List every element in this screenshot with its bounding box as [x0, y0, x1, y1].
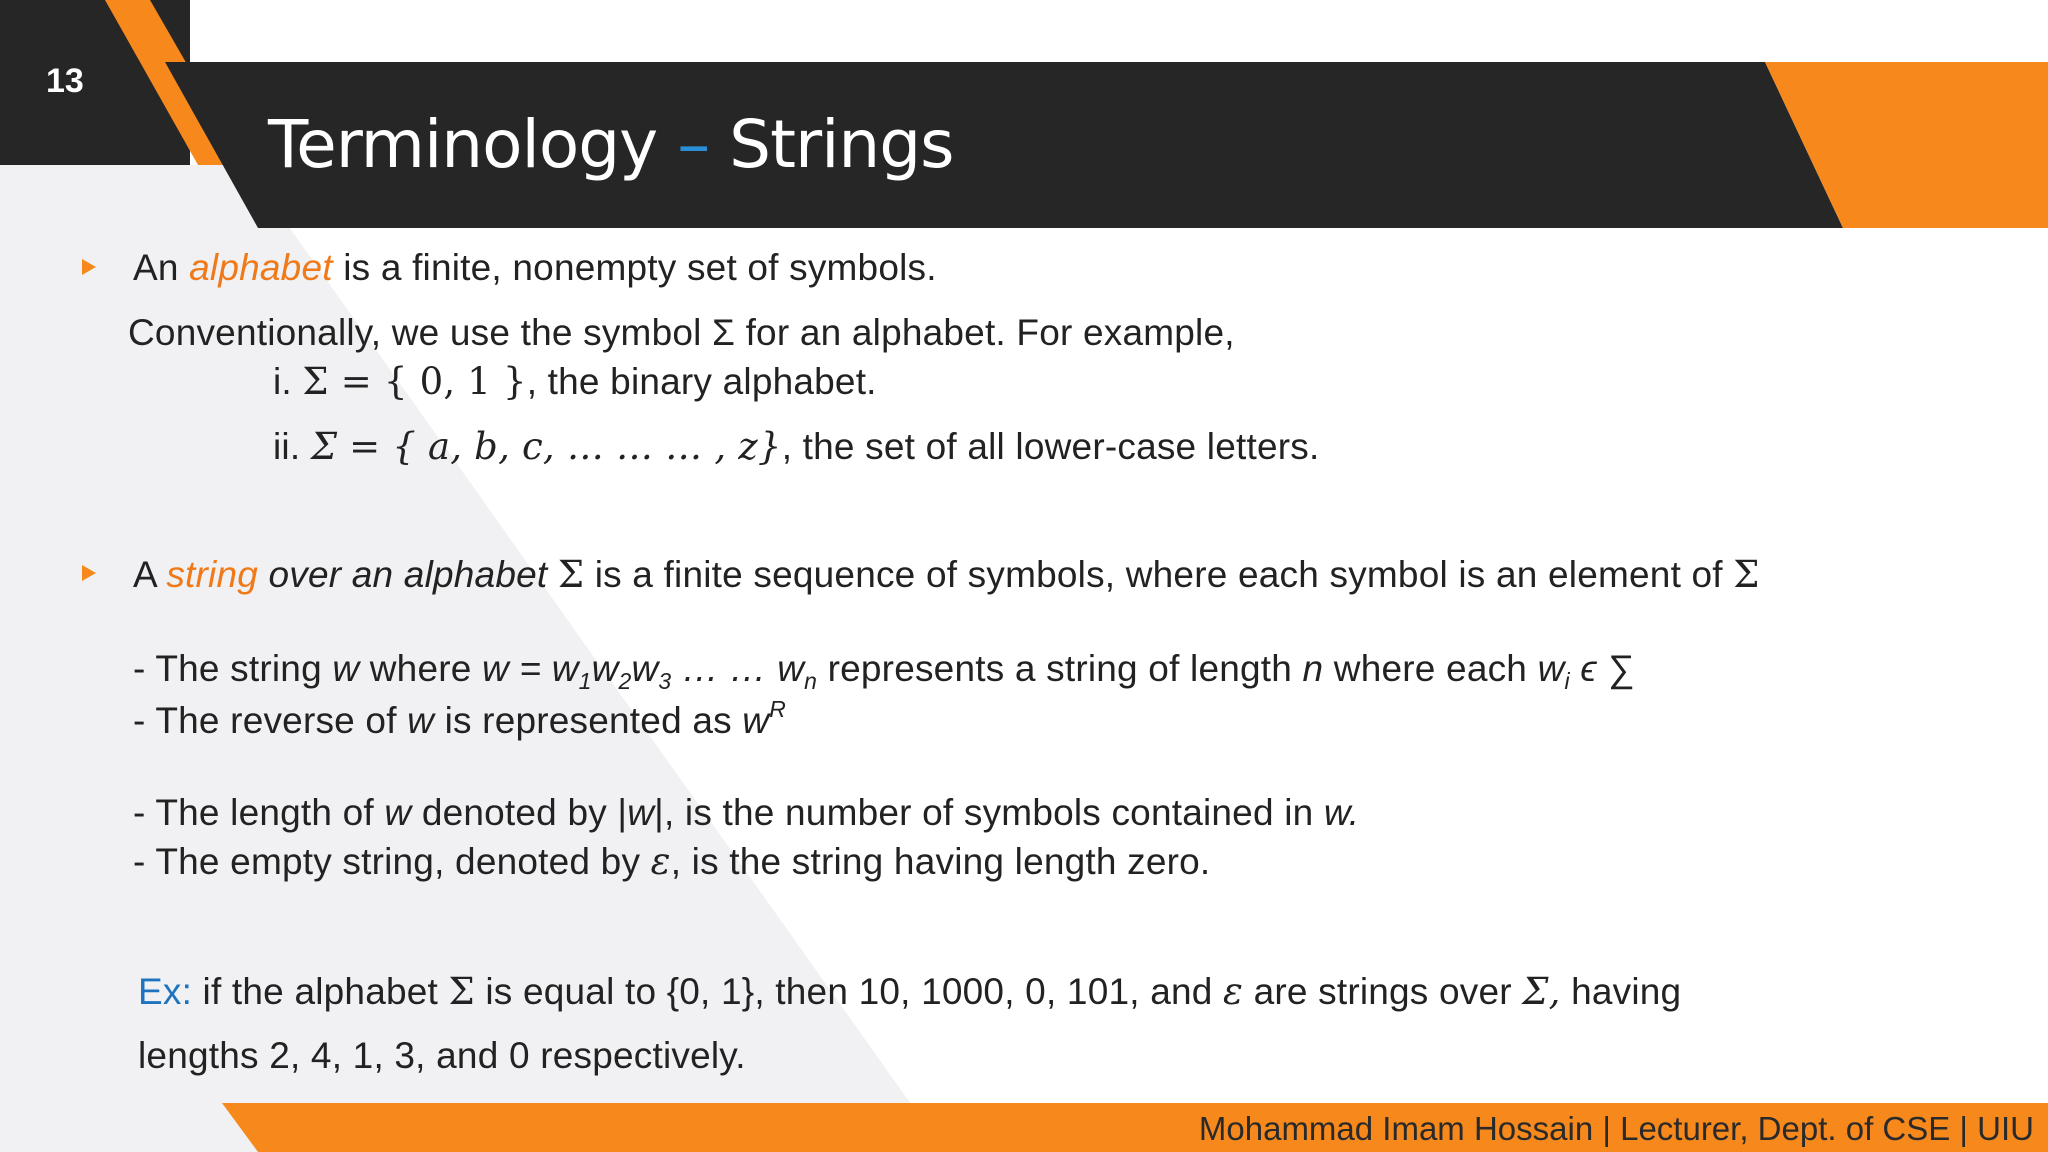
- def1-b: where: [369, 648, 472, 689]
- alphabet-rest: is a finite, nonempty set of symbols.: [343, 247, 937, 288]
- len-b: denoted by |: [421, 792, 628, 833]
- element-of-formula: $w_i$ ϵ ∑: [1537, 648, 1634, 695]
- example-2-rest: , the set of all lower-case letters.: [781, 426, 1320, 467]
- example-line-1: [138, 970, 1681, 1013]
- def2-w: w: [407, 700, 435, 742]
- example-b: is equal to {0, 1}, then 10, 1000, 0, 101, and: [485, 971, 1213, 1012]
- string-prefix: A: [133, 554, 156, 595]
- example-1-math: Σ = { 0, 1 }: [302, 360, 527, 403]
- len-c: |, is the number of symbols contained in: [654, 792, 1314, 833]
- example-line-2: lengths 2, 4, 1, 3, and 0 respectively.: [138, 1035, 746, 1076]
- string-definition: [133, 553, 1760, 596]
- title-dash: –: [677, 106, 710, 183]
- string-def-line-2: [133, 696, 786, 742]
- alphabet-definition: [133, 247, 937, 289]
- empty-a: - The empty string, denoted by: [133, 841, 641, 882]
- string-sigma-end: Σ: [1733, 553, 1760, 596]
- def2-b: is represented as: [444, 700, 732, 742]
- example-1-label: i.: [273, 361, 292, 402]
- title-part2: Strings: [729, 106, 954, 183]
- slide-number: 13: [46, 62, 84, 100]
- example-d: having: [1560, 971, 1682, 1012]
- alphabet-term: alphabet: [189, 247, 333, 288]
- alphabet-prefix: An: [133, 247, 179, 288]
- bullet-triangle-icon: [82, 259, 96, 275]
- empty-b: , is the string having length zero.: [670, 841, 1211, 882]
- string-def-line-1: [133, 648, 1634, 695]
- len-a: - The length of: [133, 792, 374, 833]
- alphabet-convention: Conventionally, we use the symbol Σ for an alphabet. For example,: [128, 312, 1235, 353]
- def1-a: - The string: [133, 648, 322, 689]
- def2-a: - The reverse of: [133, 700, 397, 742]
- len-end: w.: [1323, 792, 1360, 833]
- example-sigma: Σ: [448, 970, 475, 1013]
- length-line: [133, 792, 1359, 834]
- len-w-abs: w: [627, 792, 655, 833]
- def1-n: n: [1302, 648, 1324, 689]
- example-epsilon: ε: [1223, 970, 1244, 1013]
- example-2-label: ii.: [273, 426, 301, 467]
- string-formula: $w = w_1w_2w_3$ … … $w_n$: [482, 648, 818, 695]
- bullet-triangle-icon: [82, 565, 96, 581]
- example-2-math: Σ = { a, b, c, … … … , z}: [310, 425, 782, 468]
- string-sigma: Σ: [557, 553, 585, 596]
- alphabet-example-2: [273, 425, 1319, 468]
- slide-title: [268, 106, 954, 183]
- title-part1: Terminology: [268, 106, 658, 183]
- string-rest: is a finite sequence of symbols, where each symbol is an element of: [594, 554, 1723, 595]
- len-w: w: [384, 792, 412, 833]
- empty-epsilon: ε: [650, 840, 671, 883]
- example-a: if the alphabet: [202, 971, 439, 1012]
- empty-string-line: [133, 840, 1210, 883]
- example-c: are strings over: [1253, 971, 1512, 1012]
- footer-credit: Mohammad Imam Hossain | Lecturer, Dept. of CSE | UIU: [1198, 1110, 2034, 1147]
- def1-c: represents a string of length: [827, 648, 1293, 689]
- def1-w: w: [332, 648, 360, 689]
- string-term: string: [166, 554, 259, 595]
- example-label: Ex:: [138, 971, 193, 1012]
- string-italic-rest: over an alphabet: [268, 554, 548, 595]
- def1-d: where each: [1333, 648, 1528, 689]
- example-1-rest: , the binary alphabet.: [526, 361, 877, 402]
- alphabet-example-1: [273, 360, 877, 403]
- example-sigma-2: Σ,: [1522, 970, 1561, 1013]
- reverse-formula: $w^R$: [742, 696, 786, 742]
